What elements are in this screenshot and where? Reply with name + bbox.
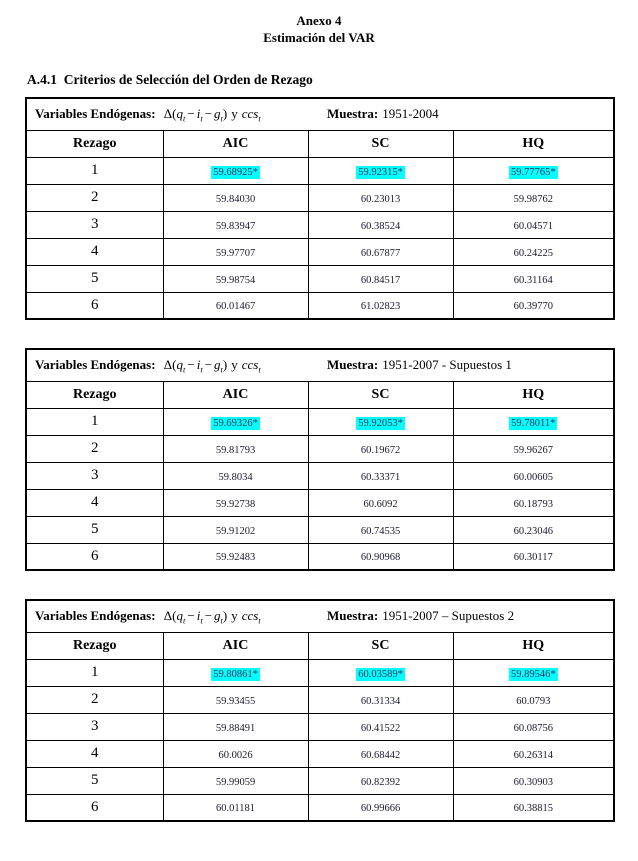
criterion-value: 60.74535 [360,525,401,537]
endogenous-variables-label: Variables Endógenas: [35,608,156,624]
muestra-label: Muestra: [327,608,379,624]
criterion-value: 60.0026 [218,749,253,761]
hq-value-cell [453,767,614,794]
rezago-cell: 5 [26,516,163,543]
var-q: q [176,106,183,122]
criterion-value: 60.23013 [360,193,401,205]
muestra-value: 1951-2007 – Supuestos 2 [382,608,515,624]
criterion-value: 60.19672 [360,444,401,456]
table-row [26,686,614,713]
table-row [26,435,614,462]
subscript-t: t [258,615,261,626]
sc-value-cell [308,543,453,570]
sc-value-cell [308,740,453,767]
table-row [26,489,614,516]
rezago-cell: 1 [26,659,163,686]
table-row [26,516,614,543]
criterion-value: 59.93455 [215,695,256,707]
table-row [26,184,614,211]
var-g: g [214,608,221,624]
criterion-value-selected: 60.03589* [358,668,403,680]
endogenous-variables-label: Variables Endógenas: [35,357,156,373]
endogenous-variables-formula [163,608,261,626]
aic-value-cell [163,184,308,211]
close-paren: ) [222,357,228,373]
aic-value-cell [163,211,308,238]
table-row [26,794,614,821]
rezago-cell: 2 [26,435,163,462]
criterion-value: 60.23046 [513,525,553,537]
column-header-row [26,381,614,408]
hq-value-cell [453,435,614,462]
table-caption-row [26,600,614,632]
criterion-value: 60.38524 [360,220,401,232]
criterion-value: 59.81793 [215,444,256,456]
sc-value-cell [308,489,453,516]
sc-value-cell [308,265,453,292]
table-row [26,292,614,319]
table-row [26,211,614,238]
muestra-label: Muestra: [327,357,379,373]
table-row [26,408,614,435]
sc-value-cell [308,794,453,821]
rezago-cell: 2 [26,686,163,713]
hq-value-cell [453,686,614,713]
criterion-value: 60.68442 [360,749,401,761]
table-caption [26,349,614,381]
criterion-value: 60.0793 [516,695,551,707]
criterion-value: 60.04571 [513,220,553,232]
sc-value-cell [308,292,453,319]
rezago-cell: 6 [26,292,163,319]
endogenous-variables-formula [163,106,261,124]
criterion-value: 60.84517 [360,274,401,286]
sc-value-cell [308,686,453,713]
hq-value-cell [453,157,614,184]
hq-value-cell [453,184,614,211]
sc-value-cell [308,238,453,265]
criterion-value: 60.00605 [513,471,553,483]
hq-value-cell [453,659,614,686]
hq-value-cell [453,265,614,292]
aic-value-cell [163,489,308,516]
document-title [0,0,638,46]
var-i: i [196,106,201,122]
criterion-value: 60.31164 [513,274,553,286]
criterion-value: 60.18793 [513,498,553,510]
sc-value-cell [308,659,453,686]
table-row [26,543,614,570]
section-heading: A.4.1 Criterios de Selección del Orden de Rezago [27,72,313,87]
criterion-value: 60.24225 [513,247,553,259]
aic-value-cell [163,767,308,794]
conjunction-y: y [231,608,238,624]
column-header-hq: HQ [453,381,614,408]
column-header-aic: AIC [163,130,308,157]
aic-value-cell [163,686,308,713]
var-q: q [176,608,183,624]
table-row [26,462,614,489]
close-paren: ) [222,106,228,122]
criterion-value: 60.01181 [216,803,255,815]
var-ccs: ccs [241,106,259,122]
conjunction-y: y [231,357,238,373]
sc-value-cell [308,713,453,740]
criterion-value: 60.31334 [360,695,401,707]
hq-value-cell [453,489,614,516]
table-row [26,740,614,767]
criterion-value: 59.98754 [215,274,256,286]
document-title-line2: Estimación del VAR [263,30,375,45]
subscript-t: t [200,615,203,626]
criterion-value: 59.99059 [215,776,256,788]
table-row [26,659,614,686]
sample-info [327,106,439,122]
criterion-value: 60.26314 [513,749,553,761]
rezago-cell: 6 [26,794,163,821]
var-g: g [214,106,221,122]
endogenous-variables-formula [163,357,261,375]
criterion-value: 59.97707 [215,247,256,259]
subscript-t: t [220,615,223,626]
column-header-hq: HQ [453,632,614,659]
hq-value-cell [453,462,614,489]
criterion-value: 60.33371 [360,471,401,483]
conjunction-y: y [231,106,238,122]
sample-info [327,608,514,624]
criterion-value: 60.90968 [360,552,401,564]
minus-sign: − [187,608,195,624]
criterion-value: 60.99666 [360,803,401,815]
var-ccs: ccs [241,608,259,624]
lag-selection-table-1 [25,97,615,320]
subscript-t: t [200,113,203,124]
lag-selection-table-2 [25,348,615,571]
minus-sign: − [204,357,213,373]
column-header-rezago: Rezago [26,381,163,408]
minus-sign: − [187,357,195,373]
criterion-value: 59.92738 [215,498,256,510]
subscript-t: t [182,113,186,124]
hq-value-cell [453,211,614,238]
sc-value-cell [308,408,453,435]
aic-value-cell [163,238,308,265]
criterion-value: 60.6092 [363,498,398,510]
rezago-cell: 6 [26,543,163,570]
column-header-rezago: Rezago [26,130,163,157]
muestra-value: 1951-2004 [382,106,439,122]
sc-value-cell [308,767,453,794]
hq-value-cell [453,408,614,435]
subscript-t: t [220,364,223,375]
rezago-cell: 2 [26,184,163,211]
column-header-aic: AIC [163,632,308,659]
aic-value-cell [163,543,308,570]
var-ccs: ccs [241,357,259,373]
criterion-value-selected: 59.68925* [213,166,258,178]
aic-value-cell [163,462,308,489]
criterion-value: 59.88491 [215,722,256,734]
criterion-value: 60.41522 [360,722,401,734]
criterion-value: 60.38815 [513,803,553,815]
subscript-t: t [220,113,223,124]
table-row [26,265,614,292]
criterion-value: 59.84030 [215,193,256,205]
criterion-value: 61.02823 [360,301,401,313]
column-header-sc: SC [308,381,453,408]
criterion-value-selected: 59.77765* [510,166,556,178]
aic-value-cell [163,516,308,543]
sc-value-cell [308,184,453,211]
aic-value-cell [163,408,308,435]
subscript-t: t [258,364,261,375]
subscript-t: t [200,364,203,375]
subscript-t: t [258,113,261,124]
sc-value-cell [308,462,453,489]
rezago-cell: 4 [26,489,163,516]
criterion-value: 60.08756 [513,722,553,734]
var-i: i [196,357,201,373]
sc-value-cell [308,516,453,543]
aic-value-cell [163,157,308,184]
criterion-value: 60.67877 [360,247,401,259]
column-header-aic: AIC [163,381,308,408]
criterion-value: 59.91202 [215,525,256,537]
sc-value-cell [308,435,453,462]
criterion-value: 60.30117 [513,552,553,564]
minus-sign: − [204,106,213,122]
criterion-value: 60.82392 [360,776,401,788]
aic-value-cell [163,740,308,767]
hq-value-cell [453,794,614,821]
column-header-sc: SC [308,632,453,659]
rezago-cell: 3 [26,713,163,740]
column-header-row [26,632,614,659]
rezago-cell: 3 [26,211,163,238]
aic-value-cell [163,713,308,740]
delta-open-paren: Δ( [163,106,177,122]
lag-selection-table-3 [25,599,615,822]
subscript-t: t [182,615,186,626]
minus-sign: − [187,106,195,122]
table-caption-row [26,98,614,130]
criterion-value: 59.98762 [513,193,553,205]
aic-value-cell [163,265,308,292]
hq-value-cell [453,516,614,543]
close-paren: ) [222,608,228,624]
criterion-value: 59.83947 [215,220,256,232]
hq-value-cell [453,713,614,740]
hq-value-cell [453,543,614,570]
criterion-value-selected: 59.92315* [358,166,403,178]
endogenous-variables-label: Variables Endógenas: [35,106,156,122]
criterion-value-selected: 59.80861* [213,668,258,680]
rezago-cell: 4 [26,740,163,767]
criterion-value: 60.39770 [513,301,553,313]
criterion-value-selected: 59.92053* [358,417,403,429]
table-caption-row [26,349,614,381]
rezago-cell: 5 [26,265,163,292]
aic-value-cell [163,794,308,821]
column-header-row [26,130,614,157]
table-caption [26,600,614,632]
column-header-hq: HQ [453,130,614,157]
rezago-cell: 1 [26,408,163,435]
rezago-cell: 1 [26,157,163,184]
criterion-value-selected: 59.78011* [511,417,556,429]
aic-value-cell [163,292,308,319]
rezago-cell: 4 [26,238,163,265]
aic-value-cell [163,659,308,686]
hq-value-cell [453,740,614,767]
var-i: i [196,608,201,624]
rezago-cell: 3 [26,462,163,489]
table-row [26,238,614,265]
var-q: q [176,357,183,373]
criterion-value: 59.8034 [218,471,253,483]
sample-info [327,357,512,373]
criterion-value-selected: 59.69326* [213,417,258,429]
criterion-value: 60.01467 [215,301,256,313]
column-header-sc: SC [308,130,453,157]
column-header-rezago: Rezago [26,632,163,659]
table-caption [26,98,614,130]
criterion-value: 60.30903 [513,776,553,788]
minus-sign: − [204,608,213,624]
muestra-value: 1951-2007 - Supuestos 1 [382,357,512,373]
document-title-line1: Anexo 4 [296,13,342,28]
sc-value-cell [308,157,453,184]
subscript-t: t [182,364,186,375]
rezago-cell: 5 [26,767,163,794]
hq-value-cell [453,292,614,319]
sc-value-cell [308,211,453,238]
criterion-value-selected: 59.89546* [510,668,556,680]
delta-open-paren: Δ( [163,357,177,373]
criterion-value: 59.96267 [513,444,553,456]
var-g: g [214,357,221,373]
table-row [26,157,614,184]
hq-value-cell [453,238,614,265]
table-row [26,713,614,740]
aic-value-cell [163,435,308,462]
criterion-value: 59.92483 [215,552,256,564]
table-row [26,767,614,794]
muestra-label: Muestra: [327,106,379,122]
delta-open-paren: Δ( [163,608,177,624]
